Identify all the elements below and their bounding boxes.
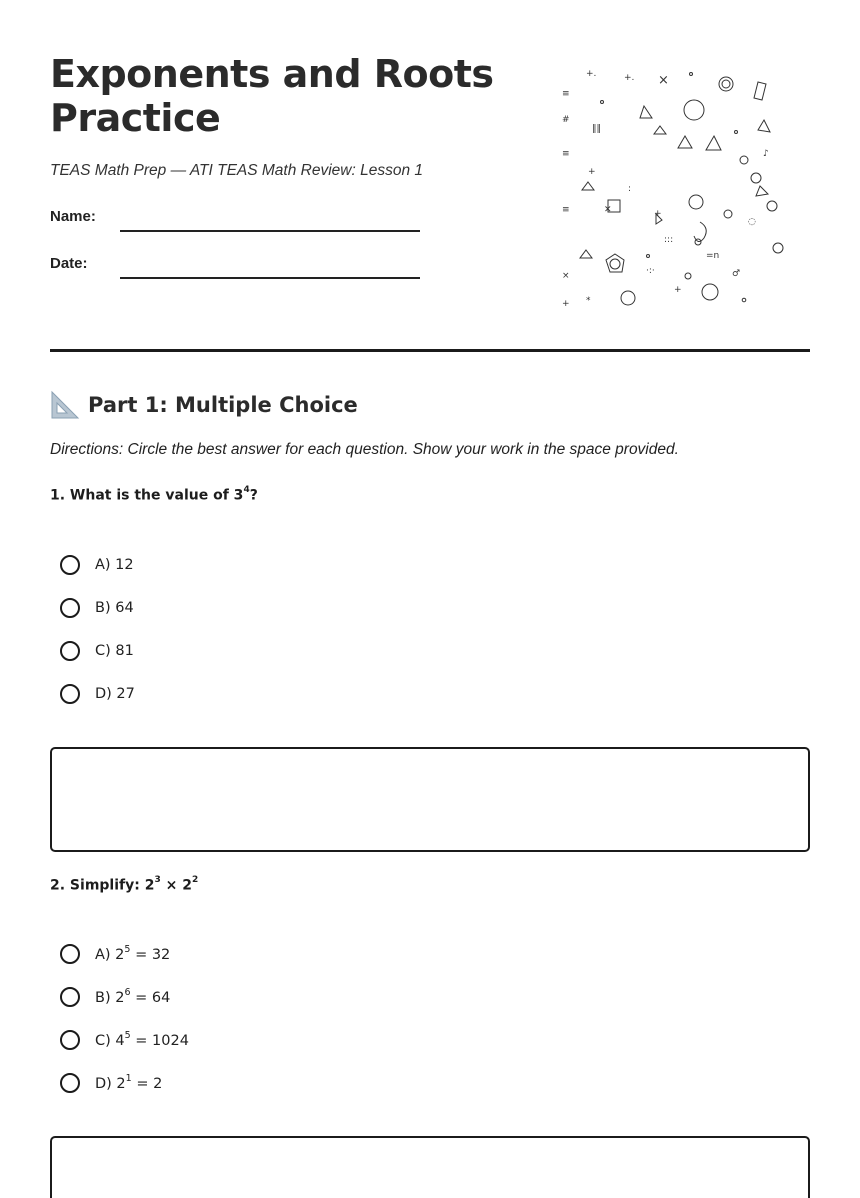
date-field[interactable] [50,255,420,285]
svg-text:≡: ≡ [562,149,570,159]
option-result: = 32 [130,946,171,963]
svg-text:+.: +. [586,69,597,79]
lesson-subtitle: TEAS Math Prep — ATI TEAS Math Review: Lesson 1 [50,162,423,179]
radio-button[interactable] [60,555,80,575]
radio-button[interactable] [60,1073,80,1093]
svg-text:×: × [658,73,669,88]
option-label [95,988,170,1006]
radio-button[interactable] [60,641,80,661]
option-base: A) 2 [95,946,125,963]
svg-text::: : [628,184,632,194]
radio-button[interactable] [60,598,80,618]
option-result: = 2 [131,1075,163,1092]
radio-button[interactable] [60,684,80,704]
svg-text:+: + [588,167,596,177]
option-result: = 64 [130,989,171,1006]
question-1-suffix: ? [249,487,258,504]
option-result: = 1024 [130,1032,189,1049]
svg-text:♪: ♪ [763,149,769,159]
question-1-text: 1. What is the value of 3 [50,487,244,504]
svg-text:+: + [562,299,570,309]
svg-text:≡: ≡ [562,205,570,215]
question-1-work-space[interactable] [50,747,810,852]
question-2-work-space[interactable] [50,1136,810,1198]
question-2-text: 2. Simplify: 2 [50,877,155,894]
svg-text:◌: ◌ [748,217,756,227]
option-label: B) 64 [95,599,134,616]
question-1-option-b[interactable] [60,586,135,629]
option-exponent: 5 [124,943,131,955]
option-exponent: 6 [124,986,131,998]
question-1-options [60,543,135,715]
question-1-prompt [50,487,258,504]
svg-text:♂: ♂ [732,269,741,279]
question-1-option-c[interactable] [60,629,135,672]
option-label: A) 12 [95,556,134,573]
option-base: D) 2 [95,1075,126,1092]
option-label [95,1031,189,1049]
page-title: Exponents and Roots Practice [50,52,494,140]
section-title: Part 1: Multiple Choice [88,393,358,417]
question-2-option-c[interactable] [60,1018,189,1061]
option-exponent: 1 [125,1072,132,1084]
radio-button[interactable] [60,987,80,1007]
option-base: C) 4 [95,1032,125,1049]
svg-text:≡: ≡ [562,89,570,99]
radio-button[interactable] [60,944,80,964]
name-label: Name: [50,208,96,225]
svg-text:*: * [586,296,591,306]
svg-text:·:·: ·:· [646,266,655,276]
question-2-middle: × 2 [160,877,192,894]
option-label [95,945,170,963]
header-divider [50,349,810,352]
question-2-options [60,932,189,1104]
date-label: Date: [50,255,88,272]
radio-button[interactable] [60,1030,80,1050]
option-exponent: 5 [124,1029,131,1041]
svg-text:×: × [562,271,570,281]
name-line[interactable] [120,230,420,232]
svg-text::::: ::: [664,235,674,245]
section-header [50,388,358,422]
svg-text:=n: =n [706,251,720,261]
math-doodle-illustration [548,66,792,328]
question-1-option-d[interactable] [60,672,135,715]
option-label [95,1074,162,1092]
date-line[interactable] [120,277,420,279]
option-label: D) 27 [95,685,135,702]
question-1-exponent: 4 [243,485,250,495]
directions-text: Directions: Circle the best answer for each question. Show your work in the space provided. [50,441,679,458]
option-label: C) 81 [95,642,134,659]
option-base: B) 2 [95,989,125,1006]
svg-text:+.: +. [624,73,635,83]
svg-text:#: # [562,115,570,125]
svg-text:+: + [654,209,662,219]
question-2-option-b[interactable] [60,975,189,1018]
question-2-option-a[interactable] [60,932,189,975]
question-2-option-d[interactable] [60,1061,189,1104]
svg-text:+: + [674,285,682,295]
svg-text:✕: ✕ [604,205,612,215]
question-2-prompt [50,877,198,894]
question-1-option-a[interactable] [60,543,135,586]
question-2-exponent-2: 2 [191,875,199,885]
question-2-exponent-1: 3 [154,875,161,885]
svg-text:‖‖: ‖‖ [592,124,601,134]
name-field[interactable] [50,208,420,238]
set-square-icon [50,390,80,420]
